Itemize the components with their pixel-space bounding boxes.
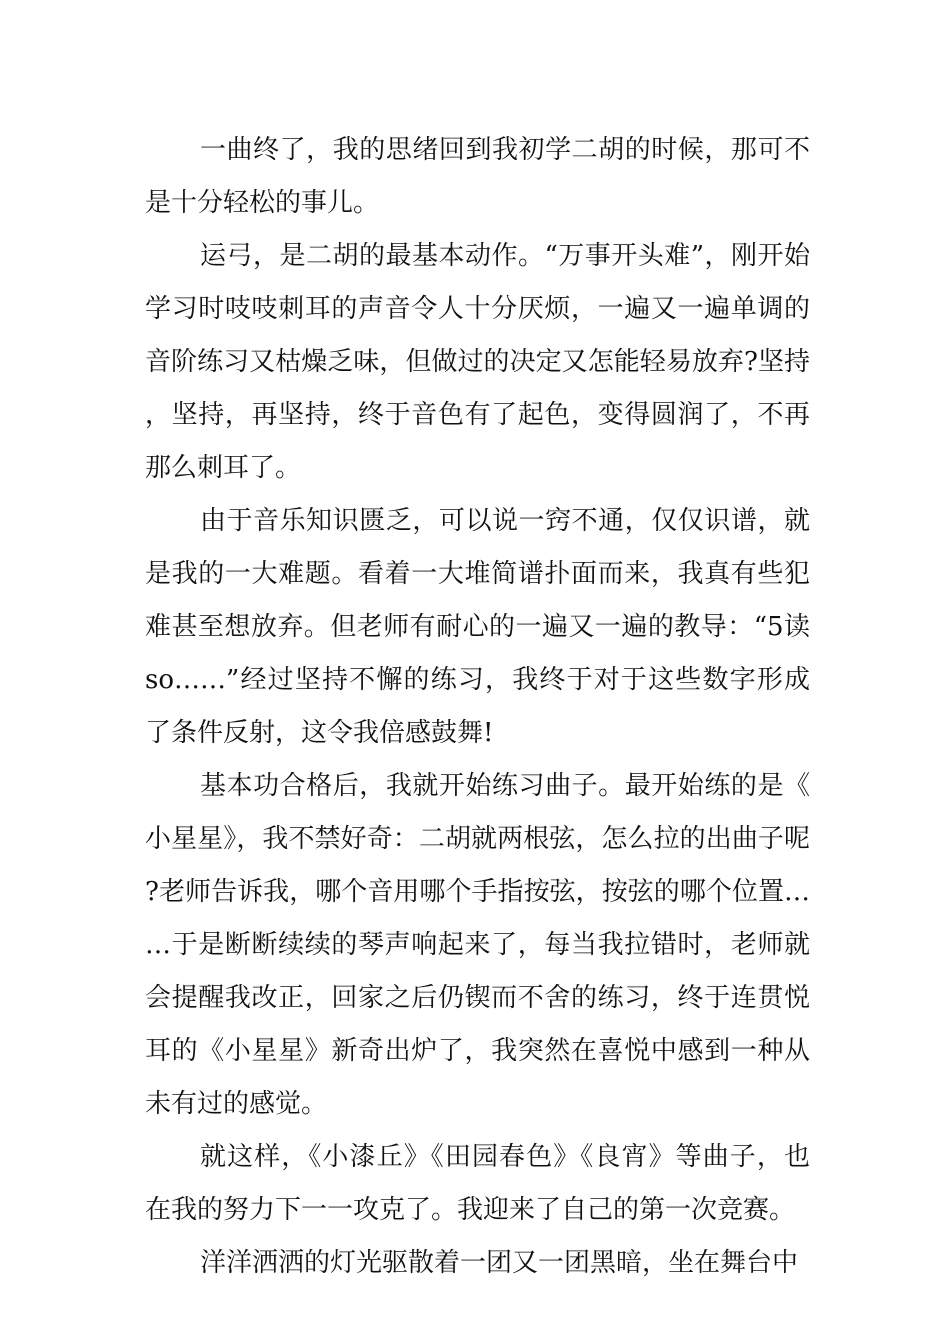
paragraph: 运弓，是二胡的最基本动作。“万事开头难”，刚开始学习时吱吱刺耳的声音令人十分厌烦，一遍又一遍单调的音阶练习又枯燥乏味，但做过的决定又怎能轻易放弃?坚持，坚持，再坚持，终于音色有了起色，变得圆润了，不再那么刺耳了。 bbox=[145, 241, 810, 483]
article-body bbox=[145, 124, 810, 1290]
paragraph: 就这样，《小漆丘》《田园春色》《良宵》等曲子，也在我的努力下一一攻克了。我迎来了自己的第一次竞赛。 bbox=[145, 1142, 810, 1225]
paragraph: 一曲终了，我的思绪回到我初学二胡的时候，那可不是十分轻松的事儿。 bbox=[145, 135, 810, 218]
paragraph: 由于音乐知识匮乏，可以说一窍不通，仅仅识谱，就是我的一大难题。看着一大堆简谱扑面而来，我真有些犯难甚至想放弃。但老师有耐心的一遍又一遍的教导：“5读so……”经过坚持不懈的练习，我终于对于这些数字形成了条件反射，这令我倍感鼓舞! bbox=[145, 506, 810, 748]
paragraph: 基本功合格后，我就开始练习曲子。最开始练的是《小星星》，我不禁好奇：二胡就两根弦，怎么拉的出曲子呢?老师告诉我，哪个音用哪个手指按弦，按弦的哪个位置……于是断断续续的琴声响起来了，每当我拉错时，老师就会提醒我改正，回家之后仍锲而不舍的练习，终于连贯悦耳的《小星星》新奇出炉了，我突然在喜悦中感到一种从未有过的感觉。 bbox=[145, 771, 810, 1119]
paragraph: 洋洋洒洒的灯光驱散着一团又一团黑暗，坐在舞台中 bbox=[200, 1248, 799, 1278]
